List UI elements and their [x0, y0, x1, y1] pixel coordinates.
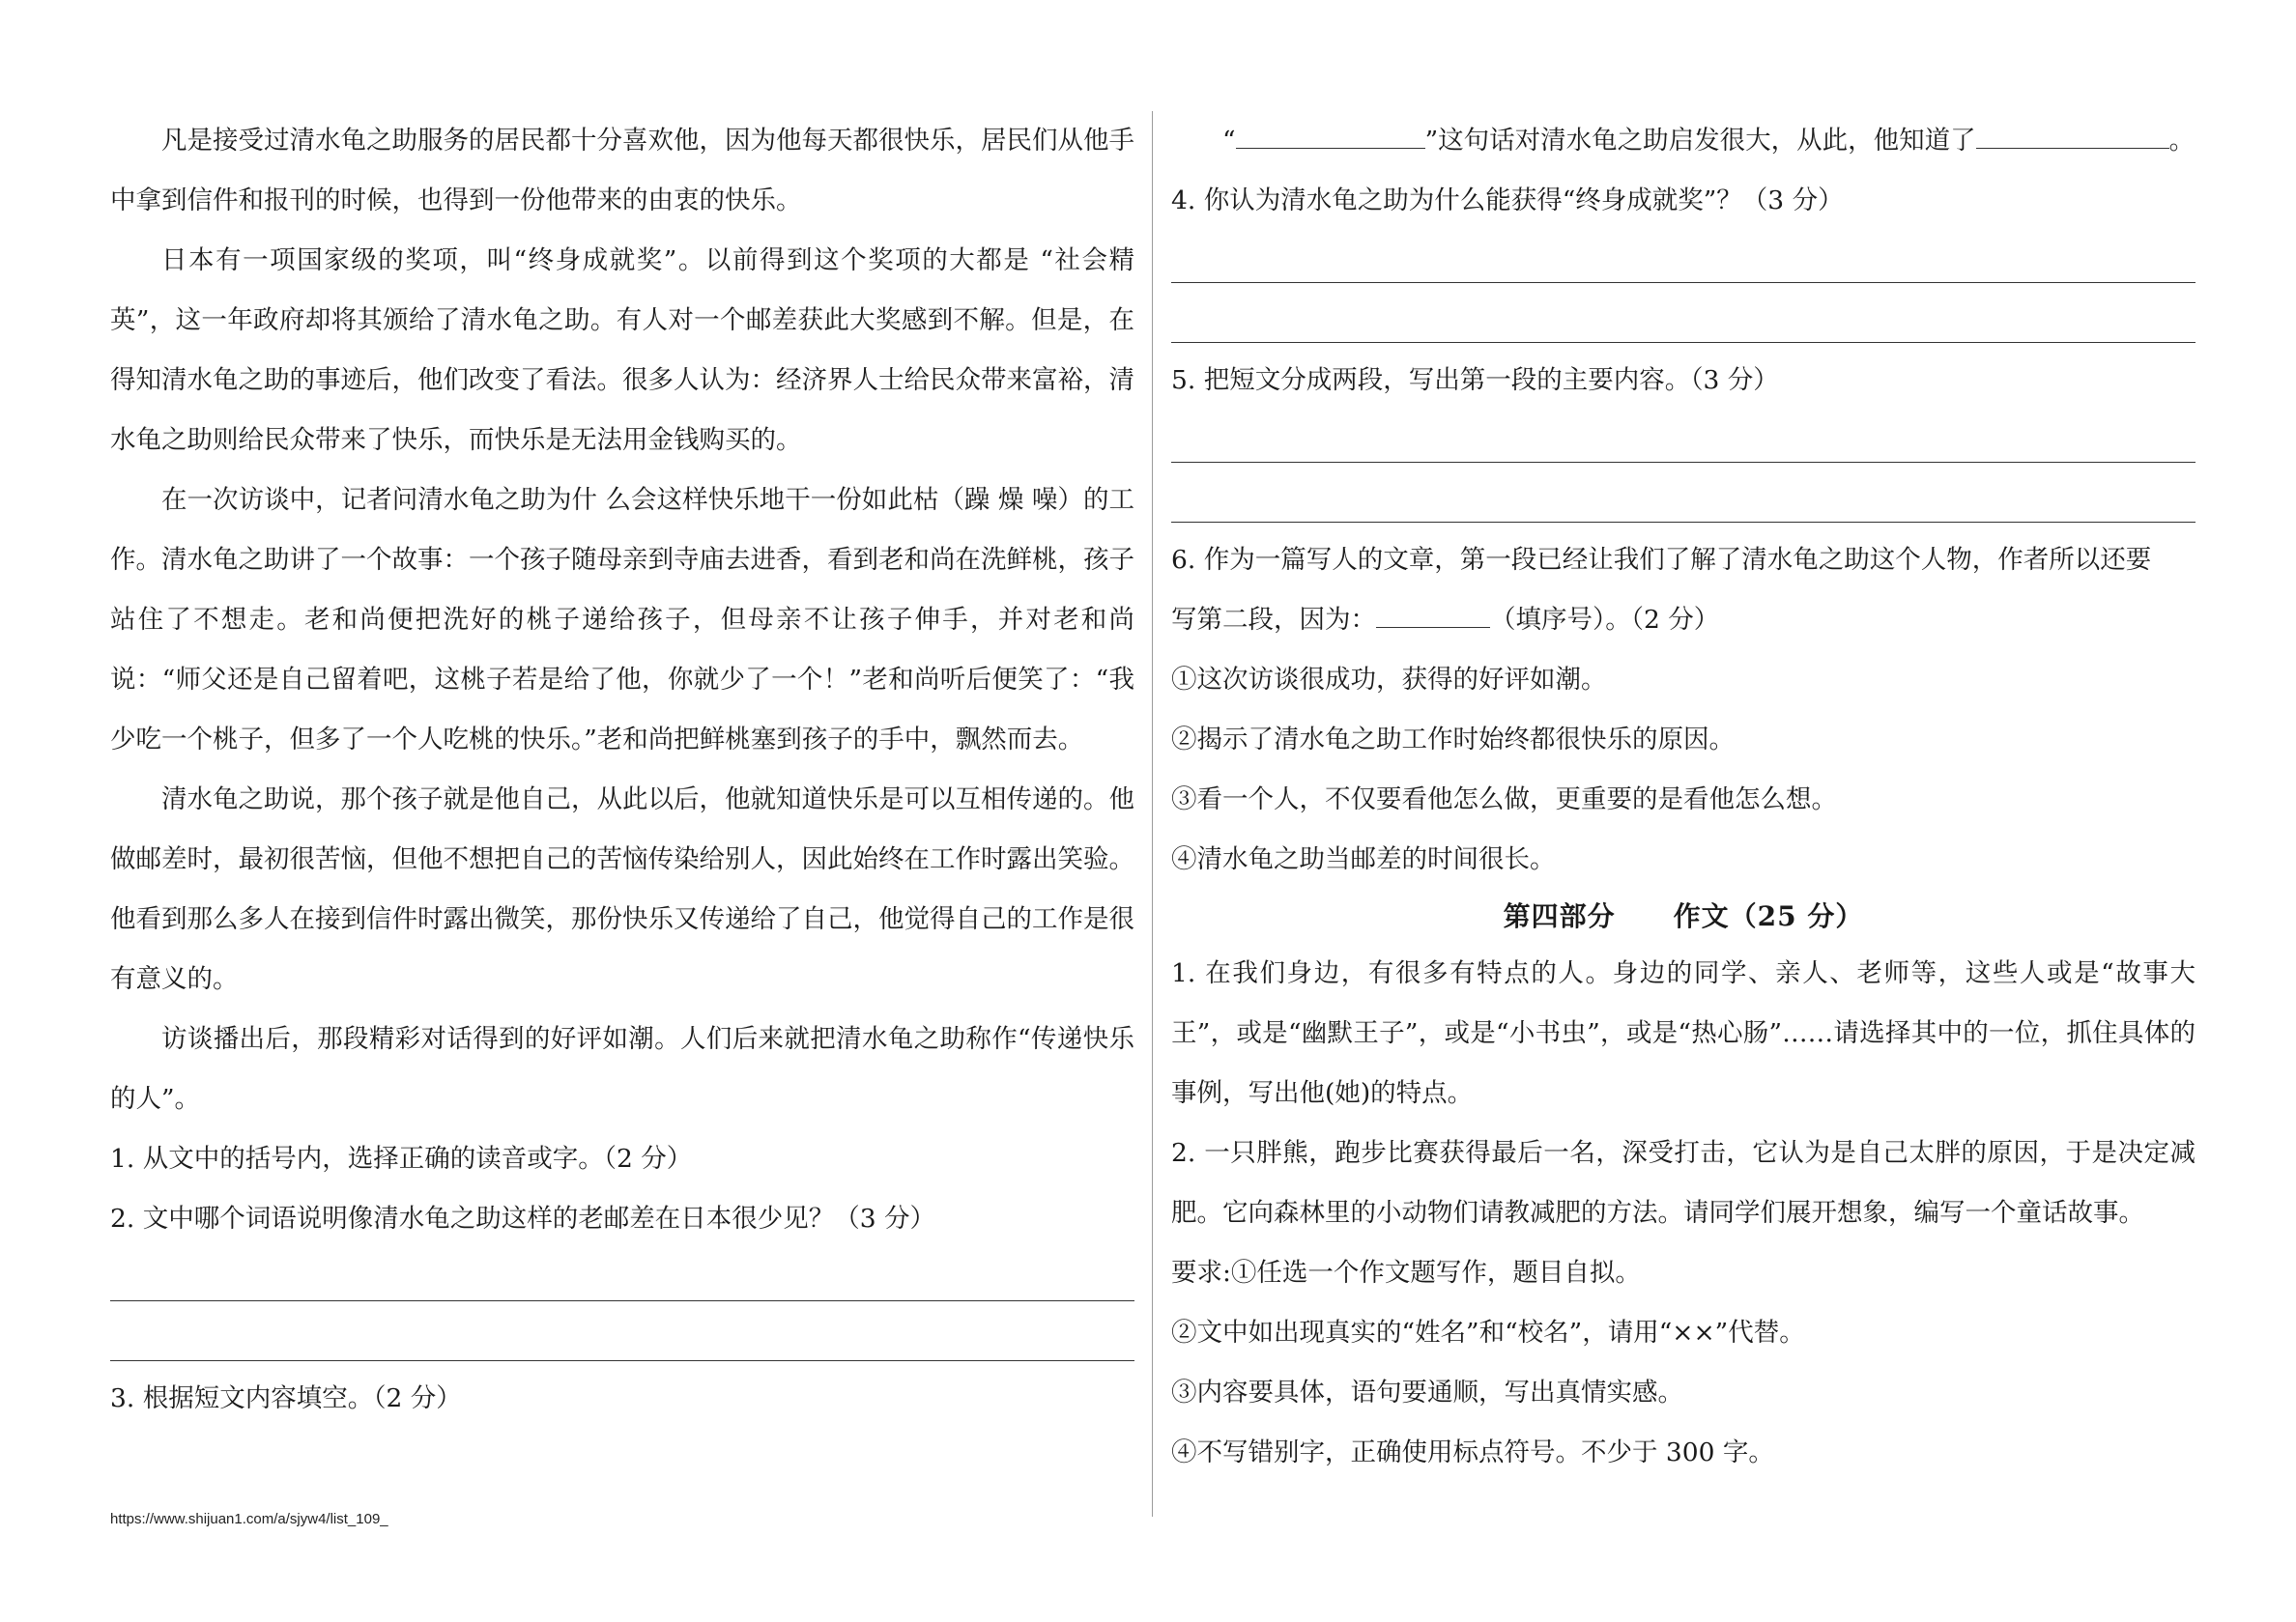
section-name: 作文（25 分） [1673, 900, 1864, 932]
fill-blank-1[interactable] [1236, 123, 1425, 149]
question-4: 4. 你认为清水龟之助为什么能获得“终身成就奖”？（3 分） [1171, 185, 1844, 215]
footer-url[interactable]: https://www.shijuan1.com/a/sjyw4/list_109_ [110, 1511, 388, 1527]
fill-open-quote: “ [1222, 126, 1236, 156]
q6-blank[interactable] [1376, 602, 1490, 628]
answer-line-q5-1[interactable] [1171, 411, 2196, 470]
fill-mid-text: ”这句话对清水龟之助启发很大，从此，他知道了 [1424, 126, 1976, 156]
fill-end: 。 [2168, 126, 2196, 156]
answer-line-q4-2[interactable] [1171, 291, 2196, 351]
question-6-line-2 [1171, 590, 2196, 650]
left-column [110, 111, 1134, 1429]
question-5: 5. 把短文分成两段，写出第一段的主要内容。（3 分） [1171, 365, 1779, 395]
passage-paragraph-1: 凡是接受过清水龟之助服务的居民都十分喜欢他，因为他每天都很快乐，居民们从他手中拿到信件和报刊的时候，也得到一份他带来的由衷的快乐。 [110, 126, 1134, 215]
q6-suffix: （填序号）。（2 分） [1490, 605, 1720, 635]
q6-option-1: ①这次访谈很成功，获得的好评如潮。 [1171, 665, 1607, 695]
passage-paragraph-4: 清水龟之助说，那个孩子就是他自己，从此以后，他就知道快乐是可以互相传递的。他做邮差时，最初很苦恼，但他不想把自己的苦恼传染给别人，因此始终在工作时露出笑验。他看到那么多人在接到信件时露出微笑，那份快乐又传递给了自己，他觉得自己的工作是很有意义的。 [110, 784, 1134, 994]
question-6-line-1: 6. 作为一篇写人的文章，第一段已经让我们了解了清水龟之助这个人物，作者所以还要 [1171, 545, 2152, 575]
question-3-fill [1171, 111, 2196, 171]
column-divider [1152, 111, 1153, 1517]
requirement-2: ②文中如出现真实的“姓名”和“校名”，请用“××”代替。 [1171, 1318, 1805, 1348]
question-3: 3. 根据短文内容填空。（2 分） [110, 1383, 462, 1413]
answer-line-q2-2[interactable] [110, 1309, 1134, 1369]
right-column [1171, 111, 2196, 1483]
question-2: 2. 文中哪个词语说明像清水龟之助这样的老邮差在日本很少见？（3 分） [110, 1204, 935, 1234]
question-1: 1. 从文中的括号内，选择正确的读音或字。（2 分） [110, 1144, 693, 1174]
q6-option-4: ④清水龟之助当邮差的时间很长。 [1171, 844, 1556, 874]
q6-option-2: ②揭示了清水龟之助工作时始终都很快乐的原因。 [1171, 725, 1735, 754]
requirement-3: ③内容要具体，语句要通顺，写出真情实感。 [1171, 1378, 1683, 1408]
passage-paragraph-3: 在一次访谈中，记者问清水龟之助为什 么会这样快乐地干一份如此枯（躁 燥 噪）的工作。清水龟之助讲了一个故事：一个孩子随母亲到寺庙去进香，看到老和尚在洗鲜桃，孩子站住了不想走。老和尚便把洗好的桃子递给孩子，但母亲不让孩子伸手，并对老和尚说：“师父还是自己留着吧，这桃子若是给了他，你就少了一个！”老和尚听后便笑了：“我少吃一个桃子，但多了一个人吃桃的快乐。”老和尚把鲜桃塞到孩子的手中，飘然而去。 [110, 485, 1134, 754]
section-part: 第四部分 [1503, 900, 1616, 932]
answer-line-q2-1[interactable] [110, 1249, 1134, 1309]
passage-paragraph-2: 日本有一项国家级的奖项，叫“终身成就奖”。以前得到这个奖项的大都是 “社会精英”，这一年政府却将其颁给了清水龟之助。有人对一个邮差获此大奖感到不解。但是，在得知清水龟之助的事迹后，他们改变了看法。很多人认为：经济界人士给民众带来富裕，清水龟之助则给民众带来了快乐，而快乐是无法用金钱购买的。 [110, 245, 1134, 455]
requirement-4: ④不写错别字，正确使用标点符号。不少于 300 字。 [1171, 1437, 1774, 1467]
section-title [1171, 890, 2196, 944]
q6-prefix: 写第二段，因为： [1171, 605, 1376, 635]
essay-topic-1: 1. 在我们身边，有很多有特点的人。身边的同学、亲人、老师等，这些人或是“故事大王”，或是“幽默王子”，或是“小书虫”，或是“热心肠”……请选择其中的一位，抓住具体的事例，写出他(她)的特点。 [1171, 958, 2196, 1108]
answer-line-q5-2[interactable] [1171, 470, 2196, 530]
q6-option-3: ③看一个人，不仅要看他怎么做，更重要的是看他怎么想。 [1171, 784, 1837, 814]
essay-topic-2: 2. 一只胖熊，跑步比赛获得最后一名，深受打击，它认为是自己太胖的原因，于是决定减肥。它向森林里的小动物们请教减肥的方法。请同学们展开想象，编写一个童话故事。 [1171, 1138, 2196, 1228]
requirement-1: 要求:①任选一个作文题写作，题目自拟。 [1171, 1258, 1641, 1288]
fill-blank-2[interactable] [1976, 123, 2169, 149]
answer-line-q4-1[interactable] [1171, 231, 2196, 291]
passage-paragraph-5: 访谈播出后，那段精彩对话得到的好评如潮。人们后来就把清水龟之助称作“传递快乐的人”。 [110, 1024, 1134, 1114]
